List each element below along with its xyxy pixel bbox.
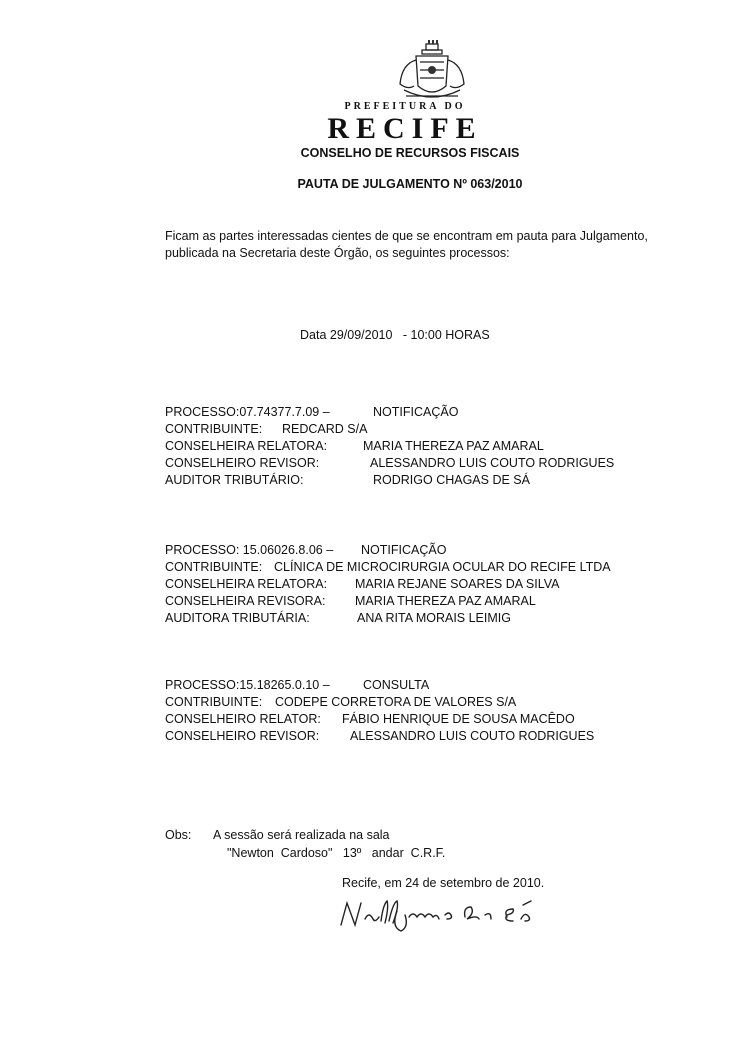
process-number-label: PROCESSO:07.74377.7.09 – (165, 405, 330, 419)
rapporteur-label: CONSELHEIRA RELATORA: (165, 577, 328, 591)
reviewer-name: MARIA THEREZA PAZ AMARAL (355, 594, 536, 608)
taxpayer-name: CODEPE CORRETORA DE VALORES S/A (275, 695, 517, 709)
obs-text: A sessão será realizada na sala (213, 828, 390, 842)
rapporteur-label: CONSELHEIRA RELATORA: (165, 439, 328, 453)
obs-label: Obs: (165, 828, 192, 842)
process-type: NOTIFICAÇÃO (361, 543, 447, 557)
taxpayer-label: CONTRIBUINTE: (165, 695, 263, 709)
taxpayer-name: CLÍNICA DE MICROCIRURGIA OCULAR DO RECIFE LTDA (274, 560, 611, 574)
session-date: Data 29/09/2010 - 10:00 HORAS (300, 328, 490, 342)
auditor-label: AUDITOR TRIBUTÁRIO: (165, 473, 304, 487)
process-number-label: PROCESSO:15.18265.0.10 – (165, 678, 330, 692)
process-number-label: PROCESSO: 15.06026.8.06 – (165, 543, 334, 557)
date-place: Recife, em 24 de setembro de 2010. (342, 876, 545, 890)
signature-text: Naulffmme de Sá (335, 895, 343, 896)
coat-of-arms-icon (392, 40, 472, 106)
rapporteur-name: MARIA REJANE SOARES DA SILVA (355, 577, 560, 591)
reviewer-label: CONSELHEIRO REVISOR: (165, 729, 320, 743)
rapporteur-label: CONSELHEIRO RELATOR: (165, 712, 321, 726)
rapporteur-name: FÁBIO HENRIQUE DE SOUSA MACÊDO (342, 712, 575, 726)
council-title: CONSELHO DE RECURSOS FISCAIS (300, 146, 520, 160)
intro-paragraph: Ficam as partes interessadas cientes de que se encontram em pauta para Julgamento, publicada na Secretaria deste Órgão, os seguintes processos: (165, 229, 648, 260)
process-type: CONSULTA (363, 678, 430, 692)
observation (165, 827, 585, 867)
process-type: NOTIFICAÇÃO (373, 405, 459, 419)
auditor-label: AUDITORA TRIBUTÁRIA: (165, 611, 310, 625)
reviewer-label: CONSELHEIRA REVISORA: (165, 594, 326, 608)
rapporteur-name: MARIA THEREZA PAZ AMARAL (363, 439, 544, 453)
taxpayer-label: CONTRIBUINTE: (165, 560, 263, 574)
prefeitura-label: PREFEITURA DO (344, 101, 466, 112)
taxpayer-label: CONTRIBUINTE: (165, 422, 263, 436)
agenda-title: PAUTA DE JULGAMENTO Nº 063/2010 (297, 177, 523, 191)
signature (335, 895, 575, 935)
reviewer-label: CONSELHEIRO REVISOR: (165, 456, 320, 470)
reviewer-name: ALESSANDRO LUIS COUTO RODRIGUES (350, 729, 595, 743)
obs-room: "Newton Cardoso" 13º andar C.R.F. (227, 846, 446, 860)
city-title: RECIFE (327, 112, 483, 145)
reviewer-name: ALESSANDRO LUIS COUTO RODRIGUES (370, 456, 615, 470)
auditor-name: ANA RITA MORAIS LEIMIG (357, 611, 511, 625)
auditor-name: RODRIGO CHAGAS DE SÁ (373, 473, 530, 487)
taxpayer-name: REDCARD S/A (282, 422, 368, 436)
